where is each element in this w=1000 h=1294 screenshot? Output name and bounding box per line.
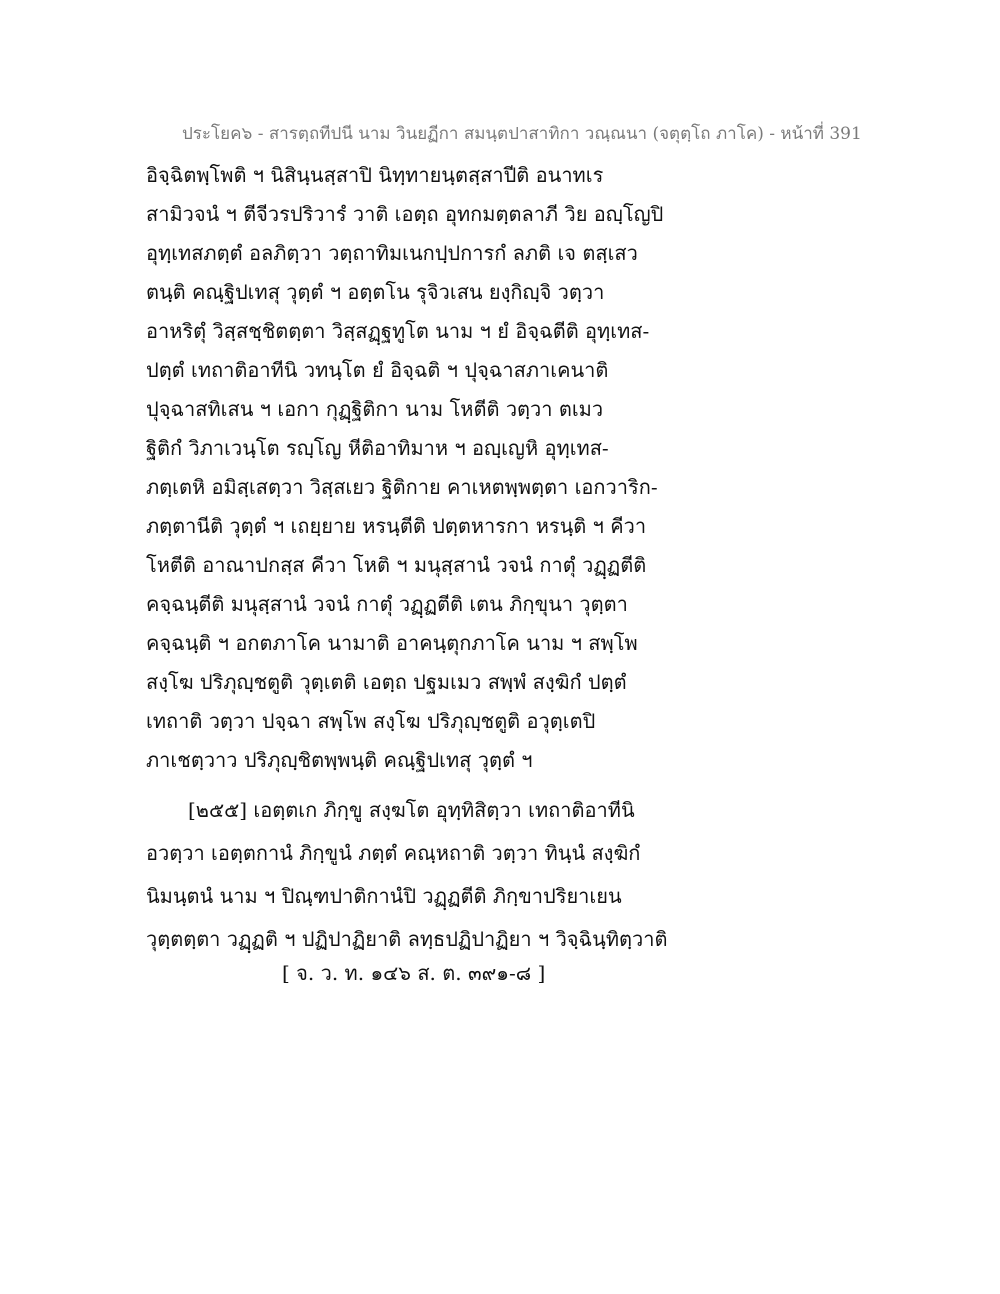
text-line: คจฺฉนฺตีติ มนุสฺสานํ วจนํ กาตุํ วฏฺฏตีติ เตน ภิกฺขุนา วุตฺตา (146, 592, 628, 616)
text-line: ตนฺติ คณฺฐิปเทสุ วุตฺตํ ฯ อตฺตโน รุจิวเสน ยงฺกิญฺจิ วตฺวา (146, 280, 605, 304)
text-line: สามิวจนํ ฯ ตีจีวรปริวารํ วาติ เอตฺถ อุทกมตฺตลาภี วิย อญฺโญปิ (146, 202, 664, 226)
body-text (146, 160, 866, 784)
text-line: ฐิติกํ วิภาเวนฺโต รญฺโญ หีติอาทิมาห ฯ อญฺเญหิ อุทฺเทส- (146, 436, 609, 460)
text-line: ปตฺตํ เทถาติอาทีนิ วทนฺโต ยํ อิจฺฉติ ฯ ปุจฺฉาสภาเคนาติ (146, 358, 609, 382)
text-line: อิจฺฉิตพฺโพติ ฯ นิสินฺนสฺสาปิ นิทฺทายนฺตสฺสาปีติ อนาทเร (146, 163, 604, 187)
paragraph-255 (146, 795, 866, 967)
text-line: สงฺโฆ ปริภุญฺชตูติ วุตฺเตติ เอตฺถ ปฐมเมว สพฺพํ สงฺฆิกํ ปตฺตํ (146, 670, 627, 694)
text-line: อุทฺเทสภตฺตํ อลภิตฺวา วตฺถาทิมเนกปฺปการกํ ลภติ เจ ตสฺเสว (146, 241, 638, 265)
text-line: ปุจฺฉาสทิเสน ฯ เอกา กุฏฺฐิติกา นาม โหตีติ วตฺวา ตเมว (146, 397, 604, 421)
text-line: คจฺฉนฺติ ฯ อกตภาโค นามาติ อาคนฺตุกภาโค นาม ฯ สพฺโพ (146, 631, 638, 655)
text-line: อาหริตุํ วิสฺสชฺชิตตฺตา วิสฺสฏฺฐทูโต นาม ฯ ยํ อิจฺฉตีติ อุทฺเทส- (146, 319, 650, 343)
text-line: เทถาติ วตฺวา ปจฺฉา สพฺโพ สงฺโฆ ปริภุญฺชตูติ อวุตฺเตปิ (146, 709, 596, 733)
text-line: ภาเชตฺวาว ปริภุญฺชิตพฺพนฺติ คณฺฐิปเทสุ วุตฺตํ ฯ (146, 748, 533, 772)
text-line: โหตีติ อาณาปกสฺส คีวา โหติ ฯ มนุสฺสานํ วจนํ กาตุํ วฏฺฏตีติ (146, 553, 647, 577)
text-line: นิมนฺตนํ นาม ฯ ปิณฺฑปาติกานํปิ วฏฺฏตีติ ภิกฺขาปริยาเยน (146, 884, 622, 908)
page-header: ประโยค๖ - สารตฺถทีปนี นาม วินยฏีกา สมนฺตปาสาทิกา วณฺณนา (จตุตฺโถ ภาโค) - หน้าที่ 391 (182, 124, 862, 144)
text-line: อวตฺวา เอตฺตกานํ ภิกฺขูนํ ภตฺตํ คณฺหถาติ วตฺวา ทินฺนํ สงฺฆิกํ (146, 841, 641, 865)
text-line: ภตฺตานีติ วุตฺตํ ฯ เถยฺยาย หรนฺตีติ ปตฺตหารกา หรนฺติ ฯ คีวา (146, 514, 647, 538)
text-line: [๒๕๕] เอตฺตเก ภิกฺขู สงฺฆโต อุทฺทิสิตฺวา เทถาติอาทีนิ (188, 798, 635, 822)
text-line: วุตฺตตฺตา วฏฺฏติ ฯ ปฏิปาฏิยาติ ลทฺธปฏิปาฏิยา ฯ วิจฺฉินฺทิตฺวาติ (146, 927, 668, 951)
reference-citation: [ จ. ว. ท. ๑๔๖ ส. ต. ๓๙๑-๘ ] (282, 961, 546, 985)
text-line: ภตฺเตหิ อมิสฺเสตฺวา วิสฺสเยว ฐิติกาย คาเหตพฺพตฺตา เอกวาริก- (146, 475, 658, 499)
